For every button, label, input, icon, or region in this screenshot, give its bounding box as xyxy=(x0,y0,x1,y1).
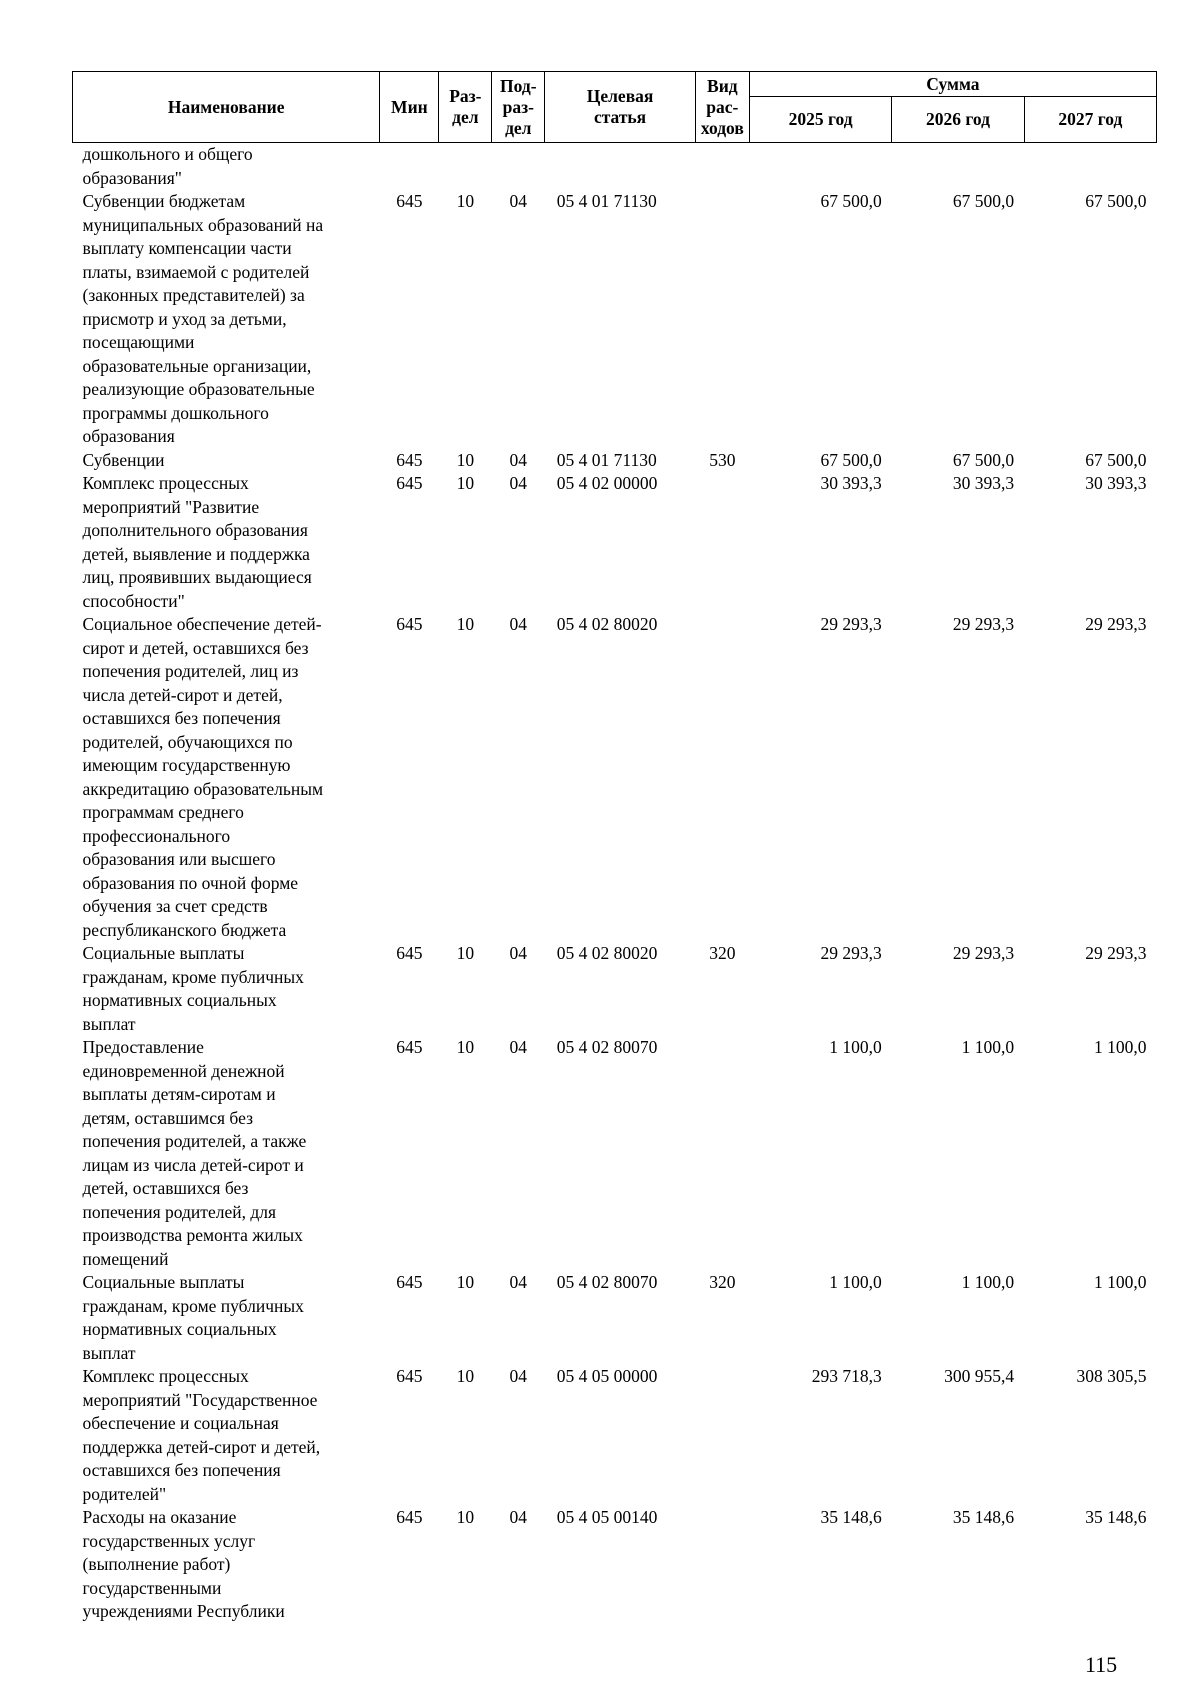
cell-amount-2025: 29 293,3 xyxy=(820,614,882,634)
header-target-article: Целевая статья xyxy=(545,72,696,143)
cell-amount-2026: 67 500,0 xyxy=(952,449,1015,470)
cell-razdel: 10 xyxy=(456,1272,475,1292)
cell-amount-2026: 30 393,3 xyxy=(952,473,1015,493)
cell-name: Социальные выплаты гражданам, кроме публичных нормативных социальных выплат xyxy=(82,1272,304,1363)
table-row xyxy=(73,942,1157,1036)
cell-expense-type: 530 xyxy=(709,449,736,470)
cell-min: 645 xyxy=(396,1366,423,1386)
cell-amount-2027: 67 500,0 xyxy=(1085,191,1147,211)
cell-razdel: 10 xyxy=(456,614,475,634)
cell-name: Комплекс процессных мероприятий "Государственное обеспечение и социальная поддержка детей-сирот и детей, оставшихся без попечения родителей" xyxy=(82,1366,321,1504)
table-row xyxy=(73,1271,1157,1365)
header-year-2026: 2026 год xyxy=(892,97,1024,143)
page-number: 115 xyxy=(1085,1652,1118,1677)
cell-razdel: 10 xyxy=(456,943,475,963)
cell-target-article: 05 4 02 00000 xyxy=(556,473,658,493)
cell-target-article: 05 4 01 71130 xyxy=(556,449,657,470)
cell-name: Социальное обеспечение детей- сирот и детей, оставшихся без попечения родителей, лиц из числа детей-сирот и детей, оставшихся без попечения родителей, обучающихся по имеющим государственную аккредитацию образовательным программам среднего профессионального образования или высшего образования по очной форме обучения за счет средств республиканского бюджета xyxy=(82,614,324,940)
cell-podrazdel: 04 xyxy=(509,473,528,493)
cell-min: 645 xyxy=(396,614,423,634)
cell-amount-2026: 35 148,6 xyxy=(952,1507,1015,1527)
cell-amount-2025: 35 148,6 xyxy=(820,1507,882,1527)
table-header xyxy=(73,72,1157,143)
cell-podrazdel xyxy=(492,143,545,191)
cell-amount-2027: 30 393,3 xyxy=(1085,473,1147,493)
cell-podrazdel: 04 xyxy=(509,449,528,470)
header-min: Мин xyxy=(380,72,439,143)
cell-expense-type xyxy=(695,1036,749,1271)
cell-razdel xyxy=(439,143,492,191)
cell-expense-type xyxy=(695,1506,749,1624)
cell-podrazdel: 04 xyxy=(509,943,528,963)
cell-podrazdel: 04 xyxy=(509,1507,528,1527)
cell-expense-type xyxy=(695,613,749,942)
cell-amount-2027 xyxy=(1024,143,1156,191)
cell-amount-2026: 67 500,0 xyxy=(952,191,1015,211)
cell-razdel: 10 xyxy=(456,449,475,470)
cell-amount-2026: 1 100,0 xyxy=(961,1272,1015,1292)
cell-min: 645 xyxy=(396,473,423,493)
cell-razdel: 10 xyxy=(456,191,475,211)
cell-min: 645 xyxy=(396,449,423,470)
cell-amount-2027: 29 293,3 xyxy=(1085,614,1147,634)
table-body xyxy=(73,143,1157,1624)
cell-min: 645 xyxy=(396,943,423,963)
cell-min: 645 xyxy=(396,1037,423,1057)
table-row xyxy=(73,1365,1157,1506)
cell-amount-2025: 1 100,0 xyxy=(829,1037,882,1057)
cell-target-article: 05 4 02 80020 xyxy=(556,943,658,963)
cell-amount-2027: 35 148,6 xyxy=(1085,1507,1147,1527)
cell-expense-type xyxy=(695,190,749,449)
header-podrazdel: Под- раз- дел xyxy=(492,72,545,143)
cell-razdel: 10 xyxy=(456,473,475,493)
cell-amount-2025: 67 500,0 xyxy=(820,449,882,470)
cell-podrazdel: 04 xyxy=(509,1366,528,1386)
cell-min: 645 xyxy=(396,191,423,211)
cell-name: Субвенции xyxy=(82,449,165,470)
header-year-2027: 2027 год xyxy=(1024,97,1156,143)
cell-target-article: 05 4 05 00000 xyxy=(556,1366,658,1386)
cell-target-article: 05 4 02 80070 xyxy=(556,1037,658,1057)
cell-amount-2025: 29 293,3 xyxy=(820,943,882,963)
cell-amount-2025: 293 718,3 xyxy=(811,1366,882,1386)
cell-name: Расходы на оказание государственных услуг (выполнение работ) государственными учреждениями Республики xyxy=(82,1507,285,1621)
cell-amount-2027: 29 293,3 xyxy=(1085,943,1147,963)
cell-expense-type xyxy=(695,472,749,613)
cell-amount-2025: 1 100,0 xyxy=(829,1272,882,1292)
cell-expense-type xyxy=(695,1365,749,1506)
cell-name: Социальные выплаты гражданам, кроме публичных нормативных социальных выплат xyxy=(82,943,304,1034)
cell-razdel: 10 xyxy=(456,1366,475,1386)
cell-target-article: 05 4 02 80070 xyxy=(556,1272,658,1292)
budget-table xyxy=(72,71,1157,1624)
cell-amount-2027: 1 100,0 xyxy=(1094,1272,1147,1292)
cell-expense-type xyxy=(695,143,749,191)
cell-podrazdel: 04 xyxy=(509,614,528,634)
table-row xyxy=(73,1036,1157,1271)
cell-amount-2027: 1 100,0 xyxy=(1094,1037,1147,1057)
cell-min: 645 xyxy=(396,1507,423,1527)
cell-amount-2025 xyxy=(749,143,891,191)
cell-target-article: 05 4 02 80020 xyxy=(556,614,658,634)
table-row xyxy=(73,449,1157,473)
cell-name: Субвенции бюджетам муниципальных образований на выплату компенсации части платы, взимаемой с родителей (законных представителей) за присмотр и уход за детьми, посещающими образовательные организации, реализующие образовательные программы дошкольного образования xyxy=(82,191,324,446)
cell-name: Комплекс процессных мероприятий "Развитие дополнительного образования детей, выявление и поддержка лиц, проявивших выдающиеся способности" xyxy=(82,473,312,611)
header-sum: Сумма xyxy=(749,72,1156,97)
cell-amount-2026: 300 955,4 xyxy=(944,1366,1015,1386)
cell-razdel: 10 xyxy=(456,1507,475,1527)
cell-amount-2025: 30 393,3 xyxy=(820,473,882,493)
cell-amount-2026: 29 293,3 xyxy=(952,943,1015,963)
table-row xyxy=(73,472,1157,613)
table-row xyxy=(73,143,1157,191)
cell-amount-2027: 308 305,5 xyxy=(1076,1366,1147,1386)
cell-target-article: 05 4 05 00140 xyxy=(556,1507,658,1527)
header-name: Наименование xyxy=(73,72,380,143)
cell-target-article xyxy=(545,143,696,191)
header-razdel: Раз- дел xyxy=(439,72,492,143)
cell-expense-type: 320 xyxy=(709,943,736,963)
cell-amount-2026: 1 100,0 xyxy=(961,1037,1015,1057)
cell-amount-2027: 67 500,0 xyxy=(1085,449,1147,470)
table-row xyxy=(73,613,1157,942)
header-year-2025: 2025 год xyxy=(749,97,891,143)
cell-podrazdel: 04 xyxy=(509,1272,528,1292)
table-row xyxy=(73,1506,1157,1624)
cell-podrazdel: 04 xyxy=(509,1037,528,1057)
cell-min: 645 xyxy=(396,1272,423,1292)
cell-min xyxy=(380,143,439,191)
cell-podrazdel: 04 xyxy=(509,191,528,211)
cell-amount-2026: 29 293,3 xyxy=(952,614,1015,634)
cell-amount-2025: 67 500,0 xyxy=(820,191,882,211)
cell-razdel: 10 xyxy=(456,1037,475,1057)
cell-expense-type: 320 xyxy=(709,1272,736,1292)
header-expense-type: Вид рас- ходов xyxy=(695,72,749,143)
cell-amount-2026 xyxy=(892,143,1024,191)
cell-target-article: 05 4 01 71130 xyxy=(556,191,657,211)
cell-name: дошкольного и общего образования" xyxy=(82,144,253,188)
table-row xyxy=(73,190,1157,449)
cell-name: Предоставление единовременной денежной выплаты детям-сиротам и детям, оставшимся без попечения родителей, а также лицам из числа детей-сирот и детей, оставшихся без попечения родителей, для производства ремонта жилых помещений xyxy=(82,1037,307,1269)
